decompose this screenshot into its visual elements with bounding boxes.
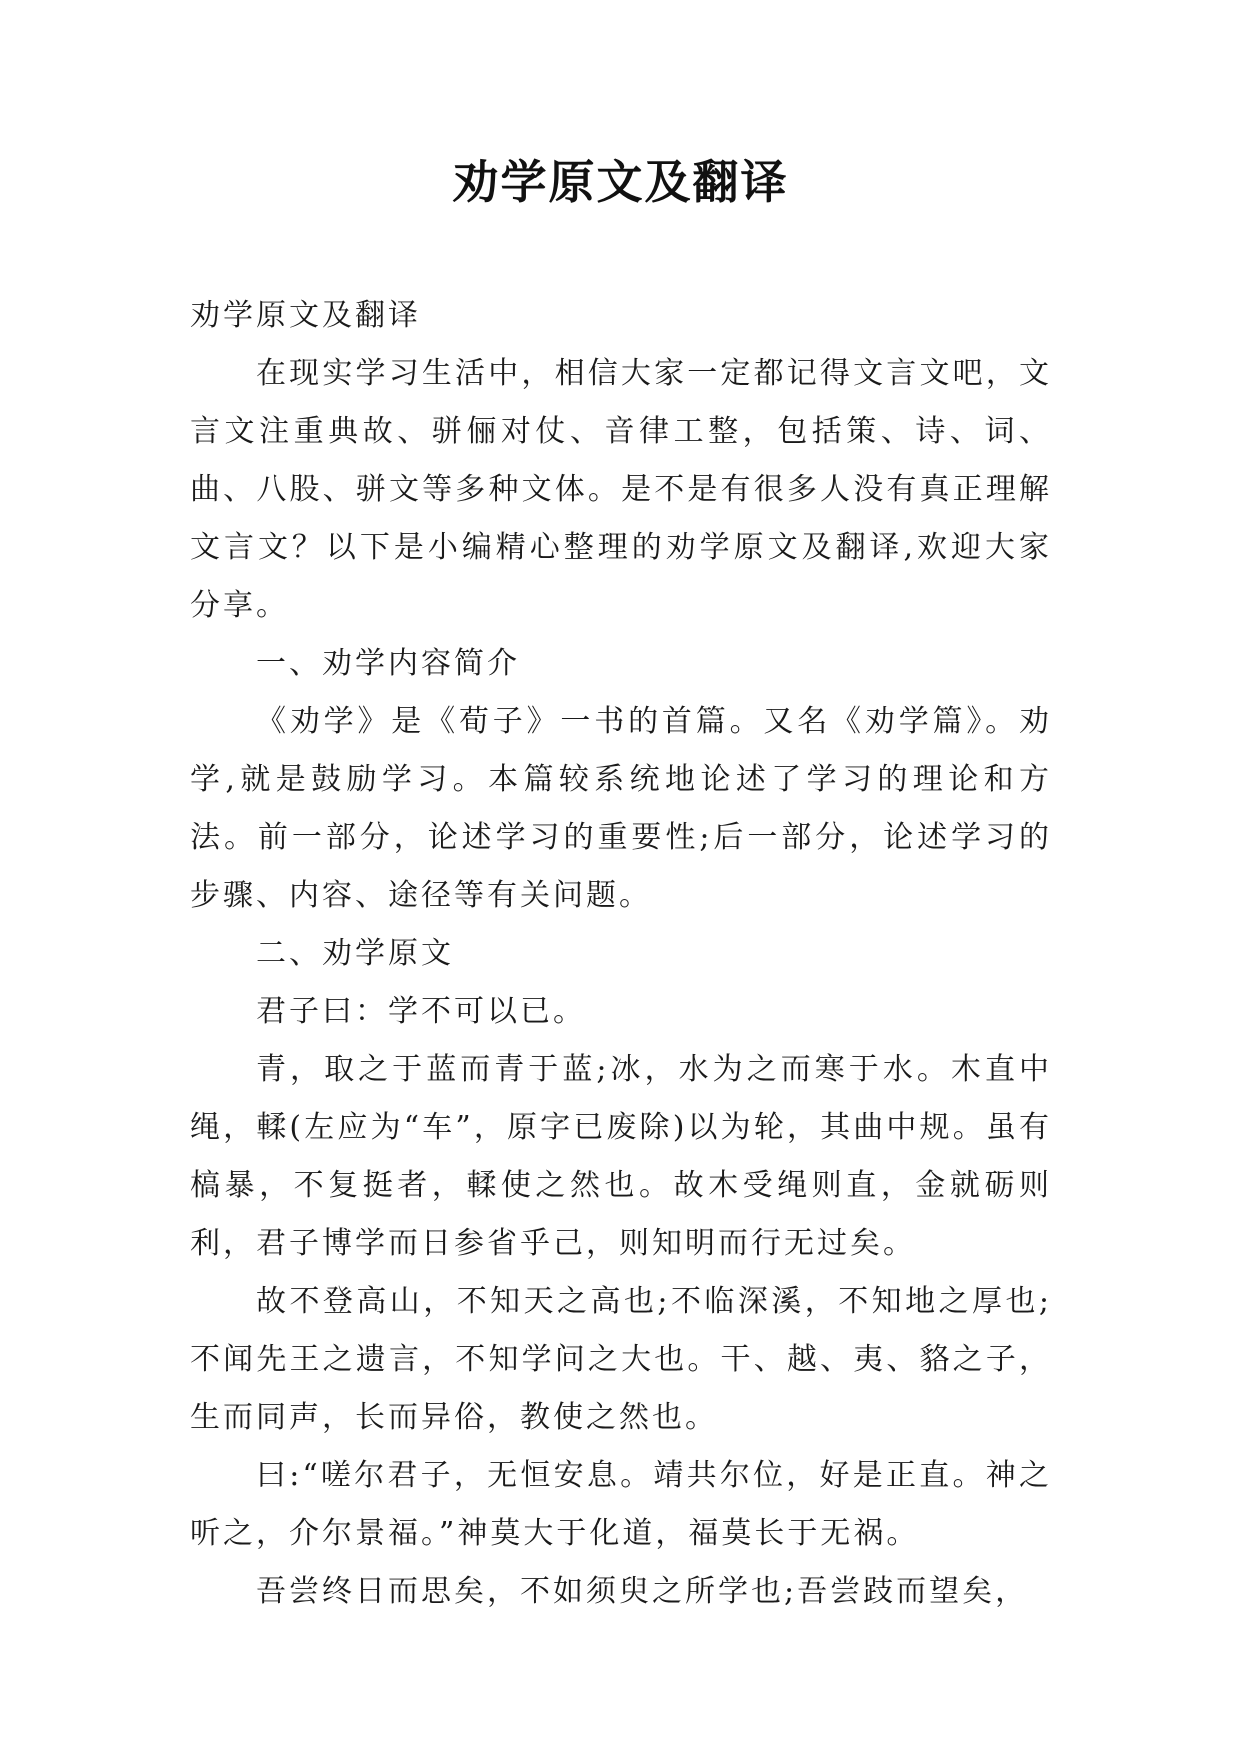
section-heading-original: 二、劝学原文 — [256, 936, 454, 971]
paragraph-summary: 《劝学》是《荀子》一书的首篇。又名《劝学篇》。劝学,就是鼓励学习。本篇较系统地论述了学习的理论和方法。前一部分，论述学习的重要性;后一部分，论述学习的步骤、内容、途径等有关问题。 — [190, 704, 1052, 913]
document-title: 劝学原文及翻译 — [452, 155, 789, 209]
section-heading-summary: 一、劝学内容简介 — [256, 646, 520, 681]
paragraph-original-1: 君子曰：学不可以已。 — [256, 994, 586, 1029]
paragraph-original-4: 曰:“嗟尔君子，无恒安息。靖共尔位，好是正直。神之听之，介尔景福。”神莫大于化道，福莫长于无祸。 — [190, 1458, 1052, 1551]
paragraph-original-2: 青，取之于蓝而青于蓝;冰，水为之而寒于水。木直中绳，輮(左应为“车”，原字已废除)以为轮，其曲中规。虽有槁暴，不复挺者，輮使之然也。故木受绳则直，金就砺则利，君子博学而日参省乎己，则知明而行无过矣。 — [190, 1052, 1052, 1261]
paragraph-subtitle: 劝学原文及翻译 — [190, 298, 421, 333]
paragraph-original-5: 吾尝终日而思矣，不如须臾之所学也;吾尝跂而望矣， — [256, 1574, 1029, 1609]
document-body — [190, 287, 1052, 1621]
paragraph-intro: 在现实学习生活中，相信大家一定都记得文言文吧，文言文注重典故、骈俪对仗、音律工整，包括策、诗、词、曲、八股、骈文等多种文体。是不是有很多人没有真正理解文言文？以下是小编精心整理的劝学原文及翻译,欢迎大家分享。 — [190, 356, 1052, 623]
paragraph-original-3: 故不登高山，不知天之高也;不临深溪，不知地之厚也;不闻先王之遗言，不知学问之大也。干、越、夷、貉之子，生而同声，长而异俗，教使之然也。 — [190, 1284, 1052, 1435]
